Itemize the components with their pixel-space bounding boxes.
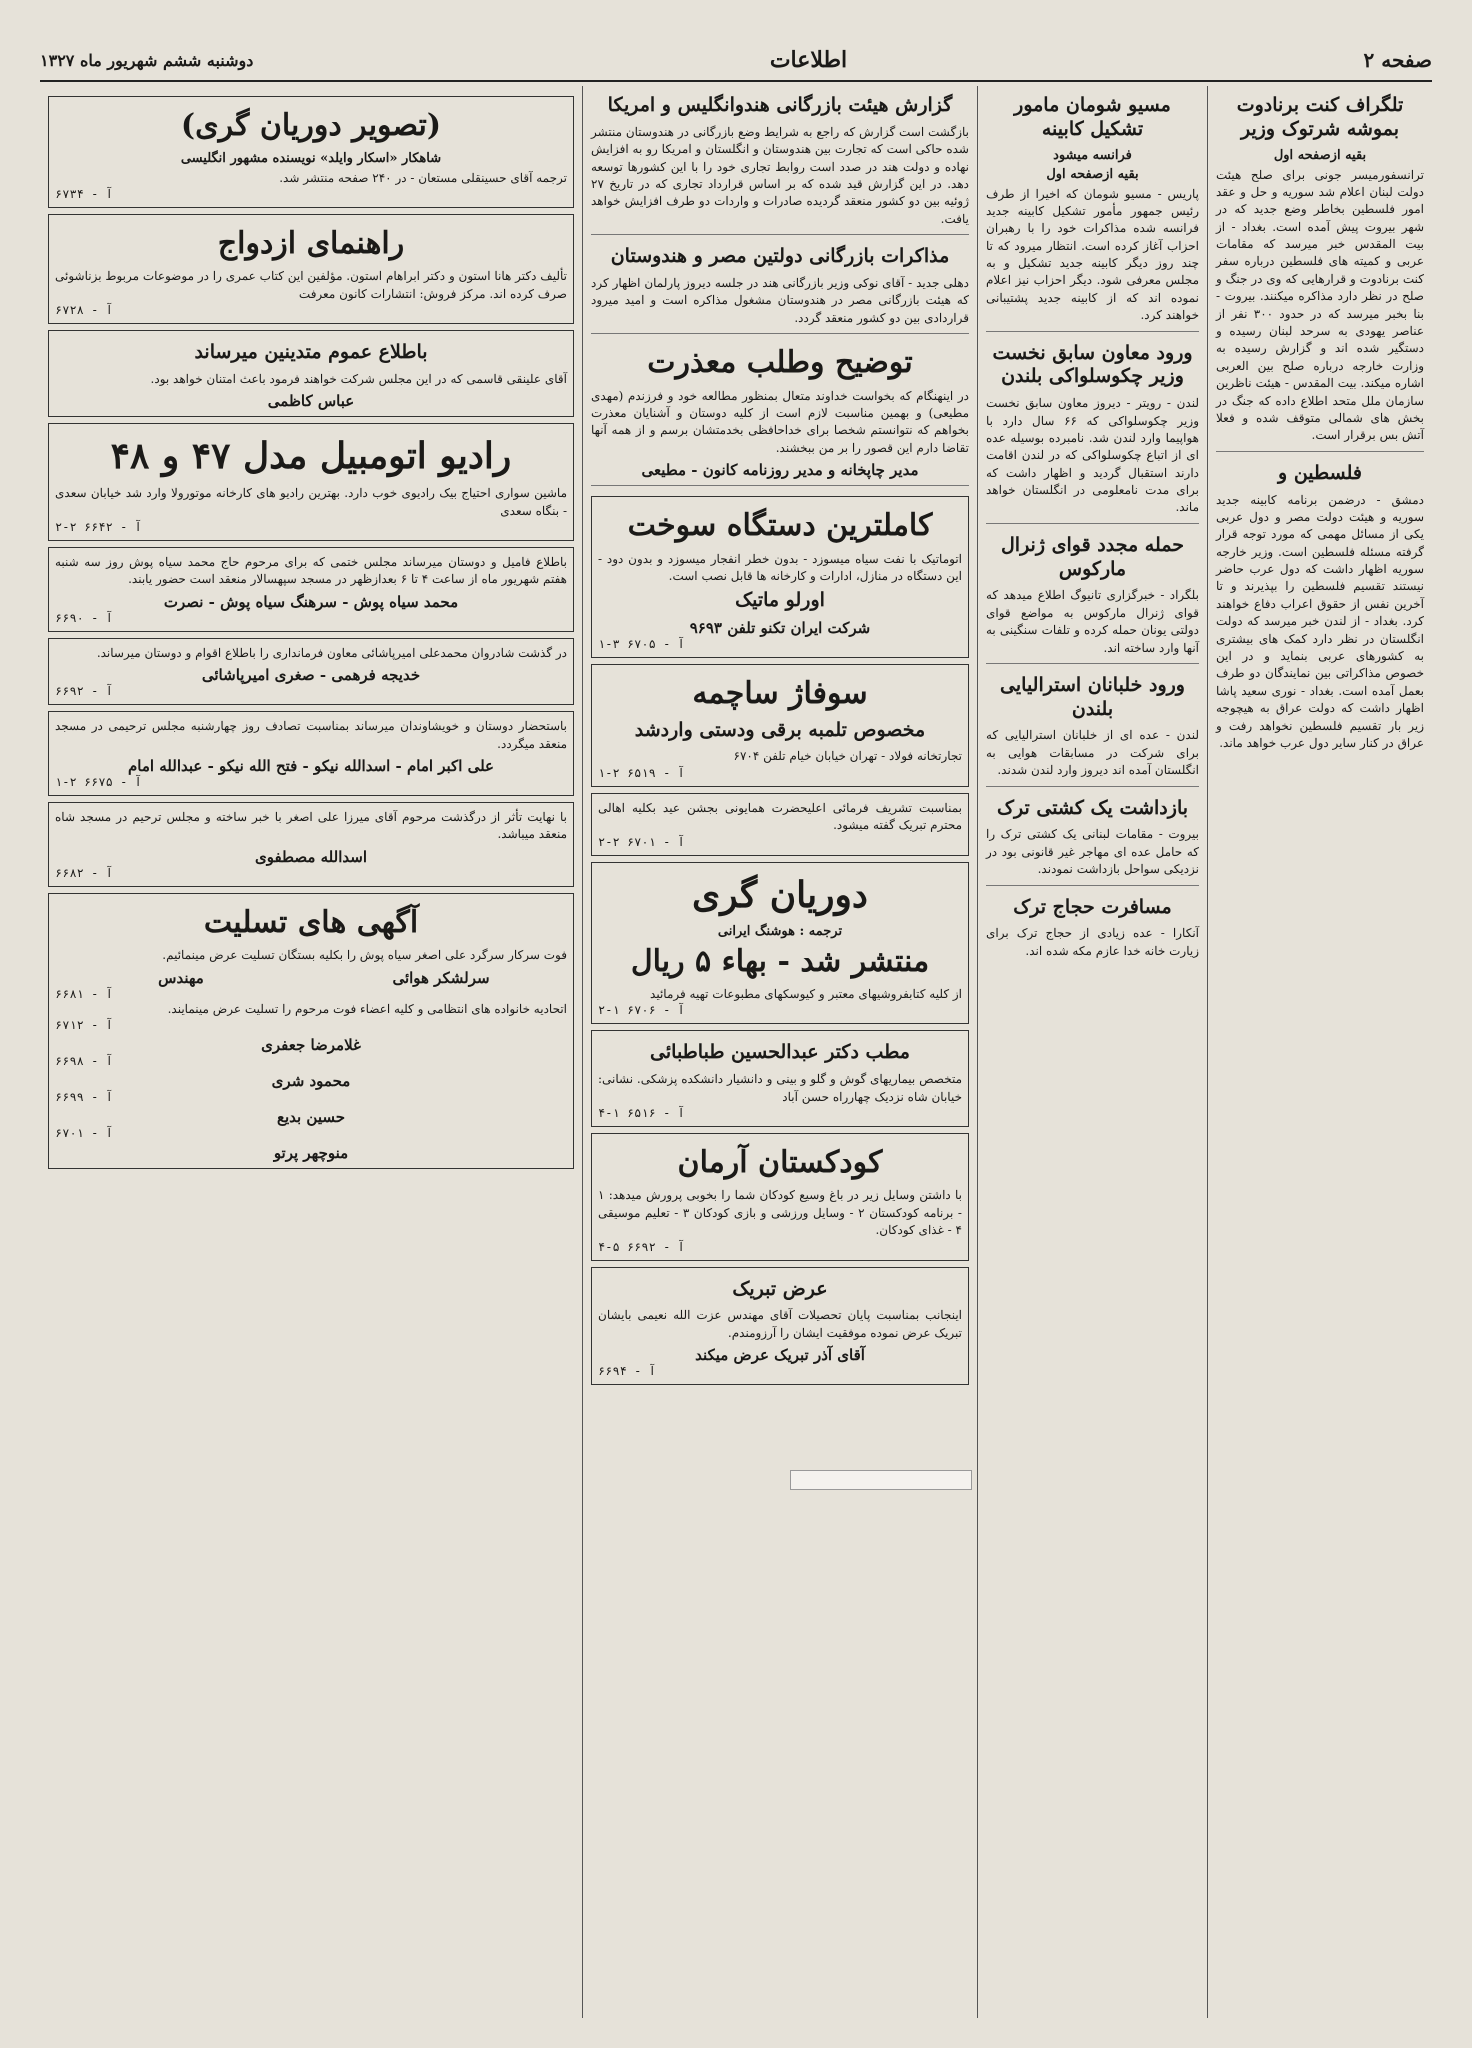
ad-signature: اسدالله مصطفوی	[254, 847, 367, 866]
ad-title: باطلاع عموم متدینین میرساند	[194, 341, 428, 364]
headline: بازداشت یک کشتی ترک	[996, 796, 1189, 819]
advertisement	[48, 330, 574, 417]
ad-body: با داشتن وسایل زیر در باغ وسیع کودکان شما را بخوبی پرورش میدهد: ۱ - برنامه کودکستان ۲ - وسایل ورزشی و بازی کودکان ۳ - تعلیم موسیقی ۴ - غذای کودکان.	[598, 1188, 962, 1238]
ad-code: آ - ۶۶۹۰	[55, 610, 113, 625]
advertisement	[48, 96, 574, 208]
ad-code: آ - ۶۷۰۱	[55, 1126, 113, 1141]
article-body: دمشق - درضمن برنامه کابینه جدید سوریه و هیئت دولت مصر و دول عربی یکی از مسائل مهمی که مورد توجه قرار گرفته مسئله فلسطین است. وزیر خارجه سوریه اظهار داشت که دول عرب حاضر نیستند تقسیم فلسطین را بپذیرند و تا آخرین نفس از حقوق اعراب دفاع خواهند کرد. بغداد - از لندن خبر میرسد که دولت انگلستان در نظر دارد کمک های بیشتری به کشورهای عربی بنماید و در این خصوص مذاکراتی بین نمایندگان دو طرف بعمل آمده است. بغداد - نوری سعید پاشا اظهار داشت که دولت عراق به هیچوجه زیر بار تقسیم فلسطین نخواهد رفت و عراق در کنار سایر دول عرب خواهد ماند.	[1216, 492, 1424, 750]
advertisement	[591, 1133, 969, 1261]
ad-body: اتحادیه خانواده های انتظامی و کلیه اعضاء فوت مرحوم را تسلیت عرض مینمایند.	[167, 1001, 567, 1016]
advertisement	[48, 423, 574, 541]
ad-body: در گذشت شادروان محمدعلی امیرپاشائی معاون فرمانداری را باطلاع اقوام و دوستان میرساند.	[96, 645, 567, 660]
ad-signature: سرلشکر هوائی	[392, 968, 490, 987]
ad-body: باستحضار دوستان و خویشاوندان میرساند بمناسبت تصادف روز چهارشنبه مجلس ترحیمی در مسجد منعقد میگردد.	[55, 719, 567, 751]
section-title: آگهی های تسلیت	[203, 904, 419, 940]
ad-signature: غلامرضا جعفری	[261, 1036, 361, 1055]
ad-body: ترجمه آقای حسینقلی مستعان - در ۲۴۰ صفحه منتشر شد.	[279, 170, 567, 185]
ad-brand: اورلو ماتیک	[735, 589, 825, 612]
column-2	[977, 86, 1207, 2018]
article	[1216, 94, 1424, 452]
subheadline: بقیه ازصفحه اول	[1273, 147, 1367, 163]
ad-title: دوریان گری	[692, 873, 868, 916]
ad-signature: محمود شری	[271, 1072, 351, 1091]
ad-headline: منتشر شد - بهاء ۵ ریال	[630, 943, 930, 979]
subheadline: فرانسه میشود	[1053, 147, 1132, 163]
article-body: بازگشت است گزارش که راجع به شرایط وضع بازرگانی در هندوستان منتشر شده حاکی است که تجارت بین هندوستان و انگلستان و امریکا رو به افزایش نهاده و دولت هند در صدد است روابط تجاری خود را با این کشورها توسعه دهد. در این گزارش قید شده که بر اساس قرارداد تجاری که در تاریخ ۲۷ ژوئیه بین دو کشور منعقد گردیده صادرات و واردات دو طرف افزایش خواهد یافت.	[591, 124, 969, 226]
advertisement	[591, 1030, 969, 1127]
issue-date: دوشنبه ششم شهریور ماه ۱۳۲۷	[40, 50, 254, 70]
ad-code: آ - ۶۵۱۶ ۱-۴	[598, 1105, 685, 1120]
advertisement	[591, 664, 969, 787]
advertisement	[48, 547, 574, 632]
article	[986, 342, 1199, 524]
ad-subtitle: مخصوص تلمبه برقی ودستی واردشد	[634, 718, 926, 741]
ad-signature: منوچهر پرتو	[273, 1144, 349, 1163]
ad-code: آ - ۶۵۱۹ ۲-۱	[598, 765, 685, 780]
advertisement	[48, 214, 574, 324]
advertisement	[48, 711, 574, 796]
ad-body: باطلاع فامیل و دوستان میرساند مجلس ختمی که برای مرحوم حاج محمد سیاه پوش روز سه شنبه هفتم شهریور ماه از ساعت ۴ تا ۶ بعدازظهر در مسجد سپهسالار منعقد است حضور یابند.	[55, 555, 567, 587]
headline: مذاکرات بازرگانی دولتین مصر و هندوستان	[610, 245, 950, 268]
ad-subtitle: ترجمه : هوشنگ ایرانی	[717, 923, 843, 939]
headline: حمله مجدد قوای ژنرال مارکوس	[1000, 533, 1184, 580]
ad-body: از کلیه کتابفروشیهای معتبر و کیوسکهای مطبوعات تهیه فرمائید	[650, 987, 962, 1002]
ad-body: اتوماتیک با نفت سیاه میسوزد - بدون خطر انفجار میسوزد و بدون دود - این دستگاه در منازل، ادارات و کارخانه ها قابل نصب است.	[598, 551, 962, 583]
ad-code: آ - ۶۶۴۲ ۲-۲	[55, 520, 142, 535]
article-body: در اینهنگام که بخواست خداوند متعال بمنظور مطالعه خود و فرزندم (مهدی مطیعی) و بهمین مناسبت لازم است از کلیه دوستان و آشنایان معذرت بخواهم که نتوانستم شخصا برای خداحافظی بخدمتشان برسم و از همه آنها تقاضا دارم این قصور را بر من ببخشند.	[591, 388, 969, 455]
ad-signature: عباس کاظمی	[267, 392, 355, 411]
article-body: لندن - رویتر - دیروز معاون سابق نخست وزیر چکوسلواکی که ۶۶ سال دارد با هواپیما وارد لندن شد. نامبرده بوسیله عده ای از اتباع چکوسلواکی که در لندن اقامت دارند استقبال گردید و اظهار داشت که برای مدت نامعلومی در انگلستان خواهد ماند.	[986, 396, 1199, 515]
column-1	[1207, 86, 1432, 2018]
advertisement	[591, 793, 969, 856]
headline: مسیو شومان مامور تشکیل کابینه	[1014, 94, 1171, 140]
ad-signature: حسین بدیع	[276, 1108, 346, 1127]
ad-code: آ - ۶۷۱۲	[55, 1018, 113, 1033]
ad-subtitle: شاهکار «اسکار وایلد» نویسنده مشهور انگلیسی	[180, 150, 442, 166]
article	[986, 797, 1199, 886]
headline: توضیح وطلب معذرت	[647, 345, 913, 381]
ad-title: رادیو اتومبیل مدل ۴۷ و ۴۸	[110, 435, 512, 478]
ad-code: آ - ۶۶۹۹	[55, 1090, 113, 1105]
ad-body: آقای علینقی قاسمی که در این مجلس شرکت خواهند فرمود باعث امتنان خواهد بود.	[150, 371, 567, 386]
advertisement	[48, 638, 574, 705]
paper-name: اطلاعات	[769, 47, 848, 73]
article-body: بلگراد - خبرگزاری تانیوگ اطلاع میدهد که قوای ژنرال مارکوس به مواضع قوای دولتی یونان حمله کرده و تلفات سنگینی به آنها وارد ساخته اند.	[986, 588, 1199, 655]
ad-code: آ - ۶۷۰۵ ۳-۱	[598, 637, 685, 652]
article	[986, 896, 1199, 967]
ad-code: آ - ۶۶۹۸	[55, 1054, 113, 1069]
ad-code: آ - ۶۷۲۸	[55, 303, 113, 318]
article	[986, 534, 1199, 664]
article-body: دهلی جدید - آقای نوکی وزیر بازرگانی هند در جلسه دیروز پارلمان اظهار کرد که هیئت بازرگانی مصر در هندوستان مشغول مذاکره است و امید میرود قراردادی بین دو کشور منعقد گردد.	[591, 275, 970, 325]
headline: مسافرت حجاج ترک	[1013, 895, 1172, 918]
article-body: آنکارا - عده زیادی از حجاج ترک برای زیارت خانه خدا عازم مکه شده اند.	[986, 926, 1199, 958]
ad-title: مطب دکتر عبدالحسین طباطبائی	[650, 1041, 910, 1064]
headline: ورود خلبانان استرالیایی بلندن	[1000, 673, 1185, 720]
paper-patch	[790, 1470, 972, 1490]
ad-code: آ - ۶۷۰۶ ۱-۲	[598, 1003, 685, 1018]
ad-title: کودکستان آرمان	[677, 1144, 883, 1180]
ad-body: تألیف دکتر هانا استون و دکتر ابراهام استون. مؤلفین این کتاب عمری را در موضوعات مربوط بزناشوئی صرف کرده اند. مرکز فروش: انتشارات کانون معرفت	[55, 269, 567, 301]
ad-code: آ - ۶۶۹۲	[55, 684, 113, 699]
ad-body: فوت سرکار سرگرد علی اصغر سیاه پوش را بکلیه بستگان تسلیت عرض مینمائیم.	[162, 948, 567, 963]
headline: گزارش هیئت بازرگانی هندوانگلیس و امریکا	[607, 94, 953, 116]
article-body: پاریس - مسیو شومان که اخیرا از طرف رئیس جمهور مأمور تشکیل کابینه جدید فرانسه شده مذاکرات خود را با رهبران احزاب آغاز کرده است. انتظار میرود که تا چند روز دیگر کابینه جدید تشکیل و به مجلس معرفی شود. دیگر احزاب نیز اعلام نموده اند که از کابینه جدید پشتیبانی خواهند کرد.	[986, 186, 1199, 323]
ad-body: با نهایت تأثر از درگذشت مرحوم آقای میرزا علی اصغر با خبر ساخته و مجلس ترحیم در مسجد شاه منعقد میباشد.	[55, 810, 567, 842]
ad-code: آ - ۶۶۷۵ ۲-۱	[55, 775, 142, 790]
ad-title: (تصویر دوریان گری)	[180, 108, 442, 143]
ad-code: آ - ۶۶۸۲	[55, 865, 113, 880]
ad-body: متخصص بیماریهای گوش و گلو و بینی و دانشیار دانشکده پزشکی. نشانی: خیابان شاه نزدیک چهارراه حسن آباد	[598, 1072, 962, 1104]
ad-code: آ - ۶۶۸۱	[55, 986, 113, 1001]
ad-code: آ - ۶۷۳۴	[55, 186, 113, 201]
headline: تلگراف کنت برنادوت بموشه شرتوک وزیر	[1236, 94, 1404, 140]
advertisement	[591, 862, 969, 1025]
ad-signature: علی اکبر امام - اسدالله نیکو - فتح الله نیکو - عبدالله امام	[127, 757, 495, 776]
article	[986, 674, 1199, 787]
ad-signature: محمد سیاه پوش - سرهنگ سیاه پوش - نصرت	[163, 592, 459, 611]
continuation-note: بقیه ازصفحه اول	[1046, 166, 1139, 182]
ad-title: عرض تبریک	[732, 1277, 828, 1300]
advertisement	[48, 802, 574, 887]
advertisement	[591, 1267, 969, 1386]
ad-code: آ - ۶۶۹۲ ۵-۴	[598, 1239, 685, 1254]
ad-signature: شرکت ایران تکنو تلفن ۹۶۹۳	[689, 619, 871, 638]
ad-signature: آقای آذر تبریک عرض میکند	[695, 1346, 865, 1365]
column-3	[582, 86, 977, 2018]
ad-body: بمناسبت تشریف فرمائی اعلیحضرت همایونی بجشن عید بکلیه اهالی محترم تبریک گفته میشود.	[598, 800, 962, 833]
ad-title: راهنمای ازدواج	[217, 225, 405, 261]
headline: فلسطین و	[1278, 461, 1362, 484]
article-body: ترانسفورمیسر جونی برای صلح هیئت دولت لبنان اعلام شد سوریه و حل و عقد امور فلسطین بخاطر وضع جدید که در شهر بیروت پیش آمده است. بغداد - از بیت المقدس خبر میرسد که مقامات عربی و کمیته های فلسطین درباره سفر کنت برنادوت و قرارهایی که وی در جنگ و صلح در نظر دارد مذاکره میکنند. بیروت - بنا بخبر میرسد که در حدود ۳۰۰ نفر از عناصر یهودی به سرحد لبنان رسیده و دستگیر شده اند و گزارش رسیده به وزارت خارجه درباره صلح بین العربی اشاره میکند. بیت المقدس - هیئت ناظرین سازمان ملل متحد اطلاع داده که جنگ در بخش های شمالی متوقف شده و فعلا آتش بس برقرار است.	[1216, 167, 1424, 443]
ad-signature: مهندس	[158, 968, 204, 987]
ad-code: آ - ۶۷۰۱ ۲-۲	[598, 834, 685, 849]
headline: ورود معاون سابق نخست وزیر چکوسلواکی بلندن	[992, 341, 1193, 388]
condolence-section	[48, 893, 574, 1169]
article	[591, 344, 969, 486]
ad-body: اینجانب بمناسبت پایان تحصیلات آقای مهندس عزت الله نعیمی بایشان تبریک عرض نموده موفقیت ایشان را آرزومندم.	[598, 1308, 962, 1340]
ad-signature: خدیجه فرهمی - صغری امیرپاشائی	[201, 666, 421, 685]
advertisement	[591, 496, 969, 658]
column-4	[40, 86, 582, 2018]
article	[591, 245, 969, 334]
article	[1216, 462, 1424, 759]
ad-title: سوفاژ ساچمه	[692, 676, 868, 712]
article-body: لندن - عده ای از خلبانان استرالیایی که برای شرکت در مسابقات هوایی به انگلستان آمده اند دیروز وارد لندن شدند.	[986, 728, 1199, 778]
masthead	[40, 40, 1432, 82]
ad-body: ماشین سواری احتیاج بیک رادیوی خوب دارد. بهترین رادیو های کارخانه موتورولا وارد شد خیابان سعدی - بنگاه سعدی	[55, 486, 567, 518]
ad-body: تجارتخانه فولاد - تهران خیابان خیام تلفن ۶۷۰۴	[733, 749, 962, 764]
signature-row	[55, 965, 567, 987]
article	[591, 94, 969, 235]
page-number: صفحه ۲	[1363, 48, 1432, 72]
columns	[40, 86, 1432, 2018]
signature: مدیر چاپخانه و مدیر روزنامه کانون - مطیعی	[641, 461, 919, 480]
ad-code: آ - ۶۶۹۴	[598, 1364, 656, 1379]
article-body: بیروت - مقامات لبنانی یک کشتی ترک را که حامل عده ای مهاجر غیر قانونی بود در نزدیکی سواحل بازداشت نمودند.	[986, 827, 1199, 877]
ad-title: کاملترین دستگاه سوخت	[627, 508, 933, 544]
article	[986, 94, 1199, 332]
